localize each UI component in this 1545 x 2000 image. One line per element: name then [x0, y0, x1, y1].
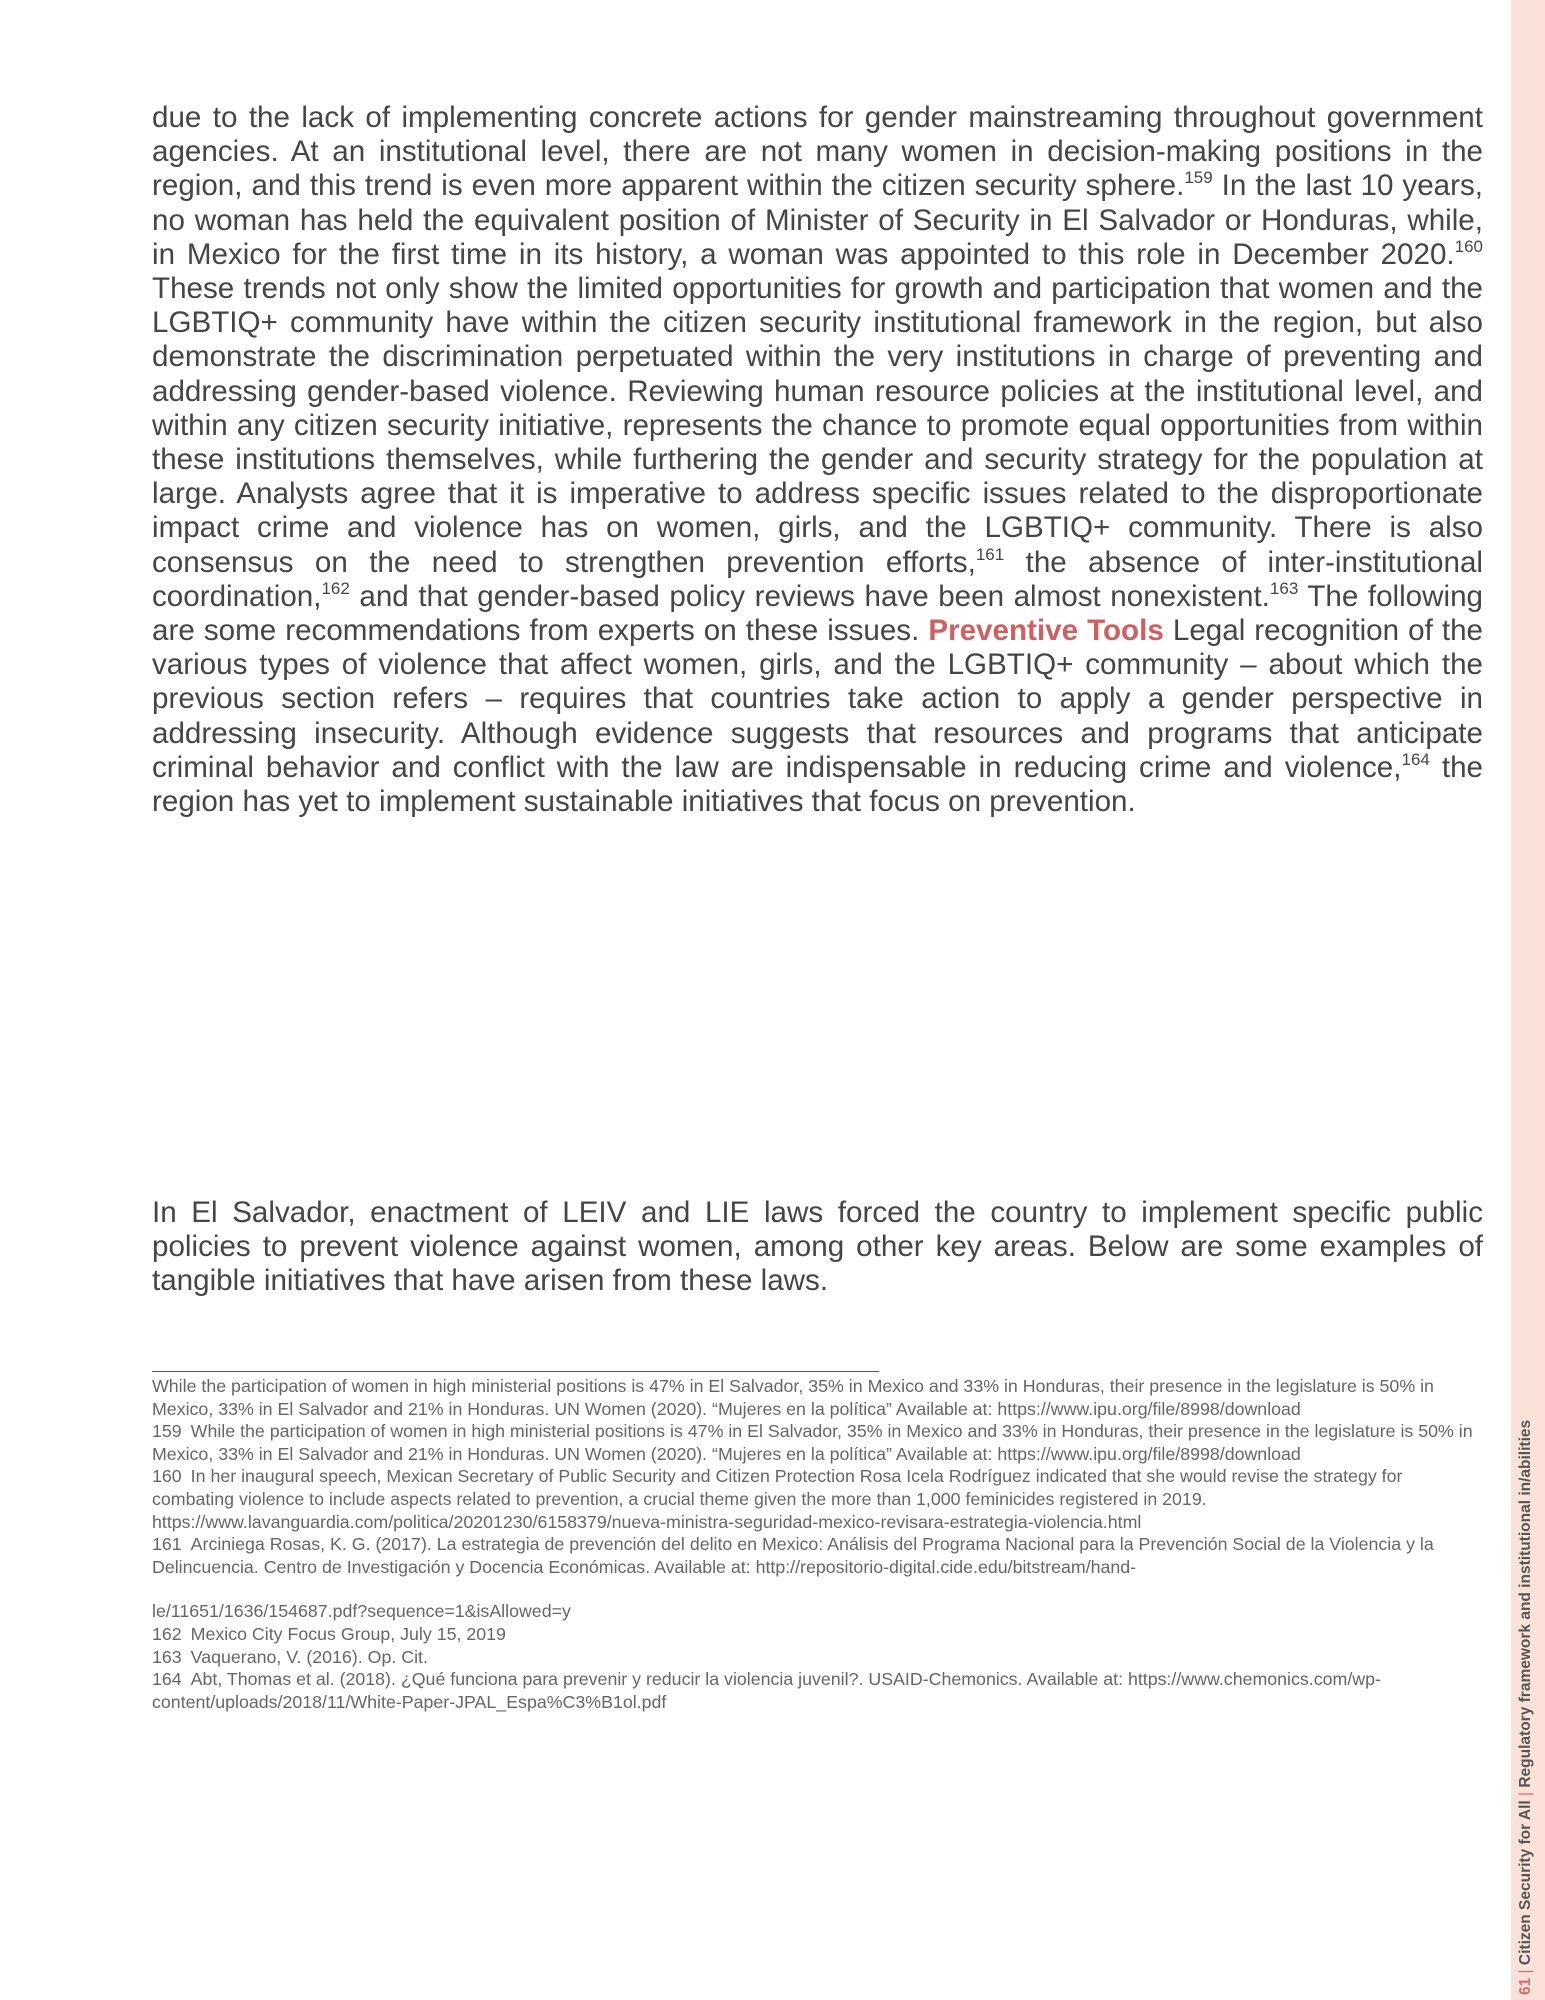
body-paragraph-2: [152, 1196, 1483, 1299]
footnote: [152, 1668, 1483, 1713]
footnote-continuation: [152, 1600, 1483, 1623]
footnote-unnumbered: While the participation of women in high ministerial positions is 47% in El Salvador, 35% in Mexico and 33% in Honduras, their presence in the legislature is 50% in Mexico, 33% in El Salvador and 21% in Honduras. UN Women (2020). “Mujeres en la política” Available at: https://www.ipu.org/file/8998/download: [152, 1376, 1434, 1419]
footnote-ref[interactable]: 162: [321, 578, 350, 598]
footnote-number: 162: [152, 1623, 182, 1644]
footnote-ref[interactable]: 161: [975, 544, 1005, 564]
footnote-text: Mexico City Focus Group, July 15, 2019: [190, 1623, 506, 1644]
separator: |: [1517, 1791, 1534, 1796]
footnote: [152, 1646, 1483, 1669]
paragraph-text: In El Salvador, enactment of LEIV and LIE laws forced the country to implement specific public policies to prevent violence against women, among other key areas. Below are some examples of tangible initiatives that have arisen from these laws.: [152, 1196, 1483, 1298]
text-run: the region has yet to implement sustainable initiatives that focus on prevention.: [152, 750, 1483, 819]
text-run: In the last 10 years, no woman has held the equivalent position of Minister of Security in El Salvador or Honduras, while, in Mexico for the first time in its history, a woman was appointed to this role in December 2020.: [152, 169, 1483, 271]
section-heading: Preventive Tools: [928, 614, 1164, 648]
separator: |: [1517, 1969, 1534, 1974]
text-run: due to the lack of implementing concrete actions for gender mainstreaming throughout government agencies. At an institutional level, there are not many women in decision-making positions in the region, and this trend is even more apparent within the citizen security sphere.: [152, 101, 1483, 203]
footnote: [152, 1623, 1483, 1646]
footnote: [152, 1465, 1483, 1533]
footnote-number: 161: [152, 1534, 182, 1555]
footnote-text: le/11651/1636/154687.pdf?sequence=1&isAllowed=y: [152, 1601, 571, 1622]
text-run: The following are some recommendations from experts on these issues.: [152, 579, 1483, 648]
footnote-number: 160: [152, 1466, 182, 1487]
footnote-number: 163: [152, 1646, 182, 1667]
body-paragraph-1: [152, 101, 1483, 819]
footnote-text: Arciniega Rosas, K. G. (2017). La estrategia de prevención del delito en Mexico: Análisis del Programa Nacional para la Prevención Social de la Violencia y la Delincuencia. Centro de Investigación y Docencia Económicas. Available at: http://repositorio-digital.cide.edu/bitstream/hand-: [152, 1534, 1434, 1577]
footnote: [152, 1533, 1483, 1578]
footnote-ref[interactable]: 159: [1184, 168, 1213, 188]
text-run: and that gender-based policy reviews have been almost nonexistent.: [349, 579, 1270, 613]
footnote-number: 164: [152, 1669, 182, 1690]
running-footer: [1517, 1420, 1535, 1995]
page-number: 61: [1517, 1977, 1534, 1995]
footnote-ref[interactable]: 164: [1401, 749, 1430, 769]
footnote-ref[interactable]: 163: [1269, 578, 1299, 598]
footnote-gap: [152, 1578, 1483, 1600]
footnotes: [152, 1375, 1483, 1713]
footnote: [152, 1420, 1483, 1465]
footnote-ref[interactable]: 160: [1454, 236, 1483, 256]
footnote-text: Abt, Thomas et al. (2018). ¿Qué funciona para prevenir y reducir la violencia juvenil?. USAID-Chemonics. Available at: https://www.chemonics.com/wp-content/uploads/2018/11/White-Paper-JPAL_Espa%C3%B1ol.pdf: [152, 1669, 1381, 1712]
text-run: the absence of inter-institutional coordination,: [152, 545, 1483, 613]
footnote-number: 159: [152, 1421, 182, 1442]
document-title: Citizen Security for All: [1517, 1800, 1534, 1966]
chapter-title: Regulatory framework and institutional in/abilities: [1517, 1419, 1534, 1788]
footnote-divider: [152, 1371, 879, 1372]
text-run: These trends not only show the limited opportunities for growth and participation that women and the LGBTIQ+ community have within the citizen security institutional framework in the region, but also demonstrate the discrimination perpetuated within the very institutions in charge of preventing and addressing gender-based violence. Reviewing human resource policies at the institutional level, and within any citizen security initiative, represents the chance to promote equal opportunities from within these institutions themselves, while furthering the gender and security strategy for the population at large. Analysts agree that it is imperative to address specific issues related to the disproportionate impact crime and violence has on women, girls, and the LGBTIQ+ community. There is also consensus on the need to strengthen prevention efforts,: [152, 272, 1483, 579]
footnote-text: In her inaugural speech, Mexican Secretary of Public Security and Citizen Protection Rosa Icela Rodríguez indicated that she would revise the strategy for combating violence to include aspects related to prevention, a crucial theme given the more than 1,000 feminicides registered in 2019. https://www.lavanguardia.com/politica/20201230/6158379/nueva-ministra-seguridad-mexico-revisara-estrategia-violencia.html: [152, 1466, 1403, 1532]
footnote-text: Vaquerano, V. (2016). Op. Cit.: [190, 1646, 428, 1667]
text-run: Legal recognition of the various types of violence that affect women, girls, and the LGBTIQ+ community – about which the previous section refers – requires that countries take action to apply a gender perspective in addressing insecurity. Although evidence suggests that resources and programs that anticipate criminal behavior and conflict with the law are indispensable in reducing crime and violence,: [152, 614, 1483, 784]
footnote-text: While the participation of women in high ministerial positions is 47% in El Salvador, 35% in Mexico and 33% in Honduras, their presence in the legislature is 50% in Mexico, 33% in El Salvador and 21% in Honduras. UN Women (2020). “Mujeres en la política” Available at: https://www.ipu.org/file/8998/download: [152, 1421, 1473, 1464]
sidebar-band: [1511, 0, 1545, 2000]
